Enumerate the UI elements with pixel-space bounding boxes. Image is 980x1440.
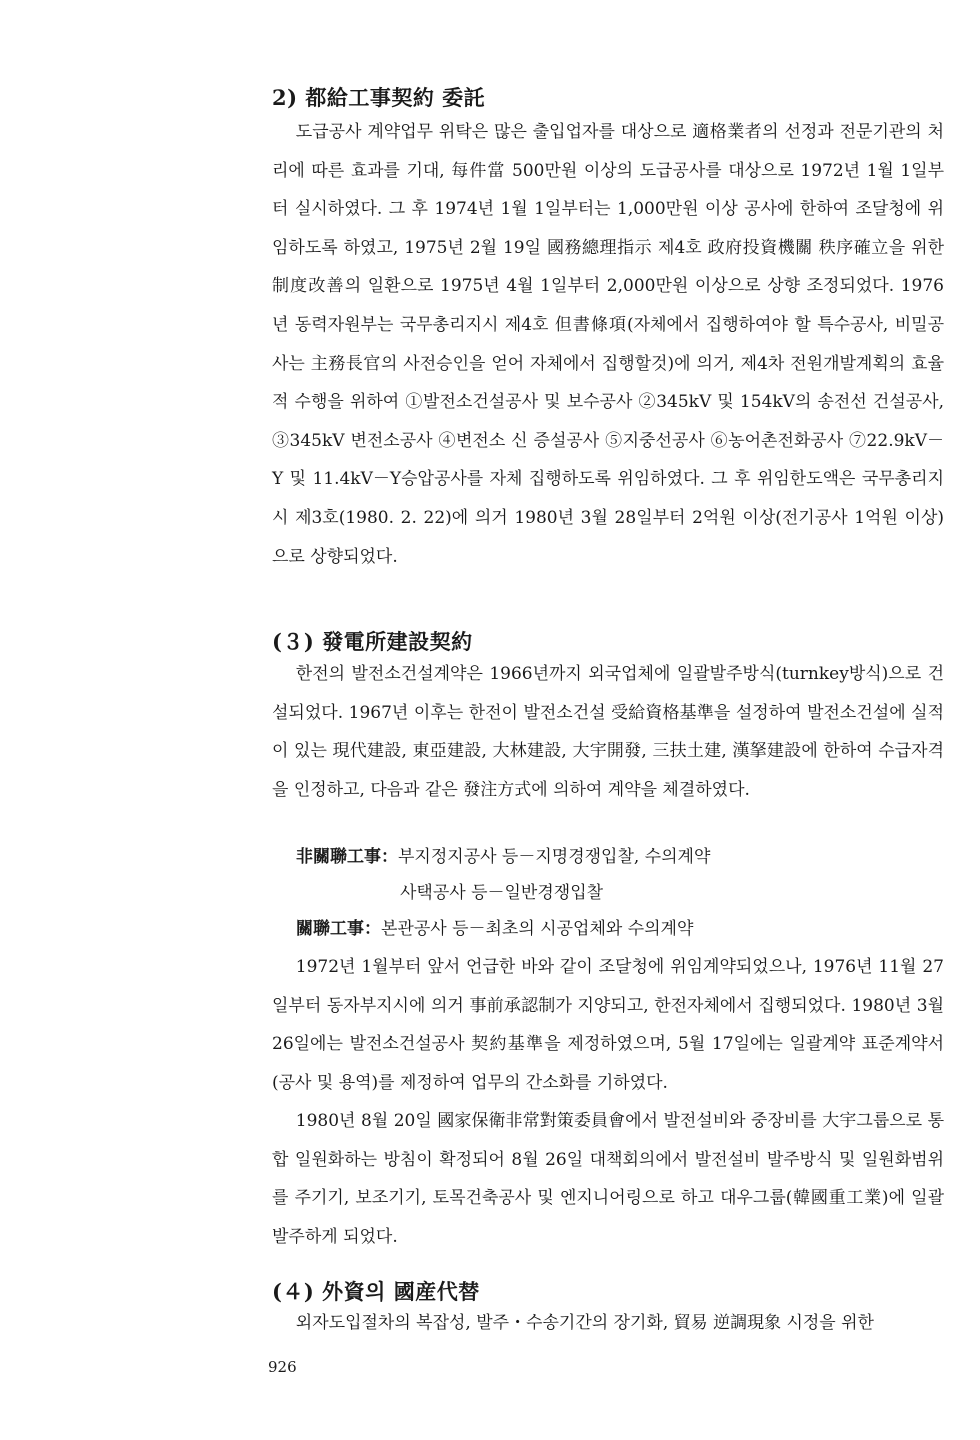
section-3-paragraph-3: 1980년 8월 20일 國家保衛非常對策委員會에서 발전설비와 중장비를 大宇그룹으로 통합 일원화하는 방침이 확정되어 8월 26일 대책회의에서 발전설비 발주방식 및 일원화범위를 주기기, 보조기기, 토목건축공사 및 엔지니어링으로 하고 대우그룹(韓國重工業)에 일괄발주하게 되었다. (272, 1111, 944, 1247)
section-4-heading: (４) 外資의 國産代替 (272, 1279, 480, 1304)
section-2-heading: 2) 都給工事契約 委託 (272, 85, 486, 110)
non-related-works-line-1 (296, 845, 710, 869)
non-related-works-text-2: 사택공사 등－일반경쟁입찰 (400, 883, 604, 903)
section-3-heading: (３) 發電所建設契約 (272, 629, 473, 654)
related-works-text: 본관공사 등－최초의 시공업체와 수의계약 (381, 919, 694, 939)
non-related-works-text-1: 부지정지공사 등－지명경쟁입찰, 수의계약 (398, 847, 711, 867)
section-2-paragraph: 도급공사 계약업무 위탁은 많은 출입업자를 대상으로 適格業者의 선정과 전문기관의 처리에 따른 효과를 기대, 每件當 500만원 이상의 도급공사를 대상으로 1972년 1월 1일부터 실시하였다. 그 후 1974년 1월 1일부터는 1,000만원 이상 공사에 한하여 조달청에 위임하도록 하였고, 1975년 2월 19일 國務總理指示 제4호 政府投資機關 秩序確立을 위한 制度改善의 일환으로 1975년 4월 1일부터 2,000만원 이상으로 상향 조정되었다. 1976년 동력자원부는 국무총리지시 제4호 但書條項(자체에서 집행하여야 할 특수공사, 비밀공사는 主務長官의 사전승인을 얻어 자체에서 집행할것)에 의거, 제4차 전원개발계획의 효율적 수행을 위하여 ①발전소건설공사 및 보수공사 ②345kV 및 154kV의 송전선 건설공사, ③345kV 변전소공사 ④변전소 신 증설공사 ⑤지중선공사 ⑥농어촌전화공사 ⑦22.9kV－Y 및 11.4kV－Y승압공사를 자체 집행하도록 위임하였다. 그 후 위임한도액은 국무총리지시 제3호(1980. 2. 22)에 의거 1980년 3월 28일부터 2억원 이상(전기공사 1억원 이상)으로 상향되었다. (272, 122, 944, 567)
section-3-paragraph-2: 1972년 1월부터 앞서 언급한 바와 같이 조달청에 위임계약되었으나, 1976년 11월 27일부터 동자부지시에 의거 事前承認制가 지양되고, 한전자체에서 집행되었다. 1980년 3월 26일에는 발전소건설공사 契約基準을 제정하였으며, 5월 17일에는 일괄계약 표준계약서(공사 및 용역)를 제정하여 업무의 간소화를 기하였다. (272, 957, 944, 1093)
section-4-paragraph: 외자도입절차의 복잡성, 발주・수송기간의 장기화, 貿易 逆調現象 시정을 위한 (295, 1313, 874, 1333)
related-works-line (296, 917, 693, 941)
page-number: 926 (268, 1358, 297, 1376)
non-related-works-line-2 (400, 881, 603, 905)
related-works-label: 關聯工事： (296, 919, 381, 939)
non-related-works-label: 非關聯工事： (296, 847, 398, 867)
section-3-paragraph-1: 한전의 발전소건설계약은 1966년까지 외국업체에 일괄발주방식(turnkey방식)으로 건설되었다. 1967년 이후는 한전이 발전소건설 受給資格基準을 설정하여 발전소건설에 실적이 있는 現代建設, 東亞建設, 大林建設, 大宇開發, 三扶土建, 漢拏建設에 한하여 수급자격을 인정하고, 다음과 같은 發注方式에 의하여 계약을 체결하였다. (272, 664, 944, 800)
